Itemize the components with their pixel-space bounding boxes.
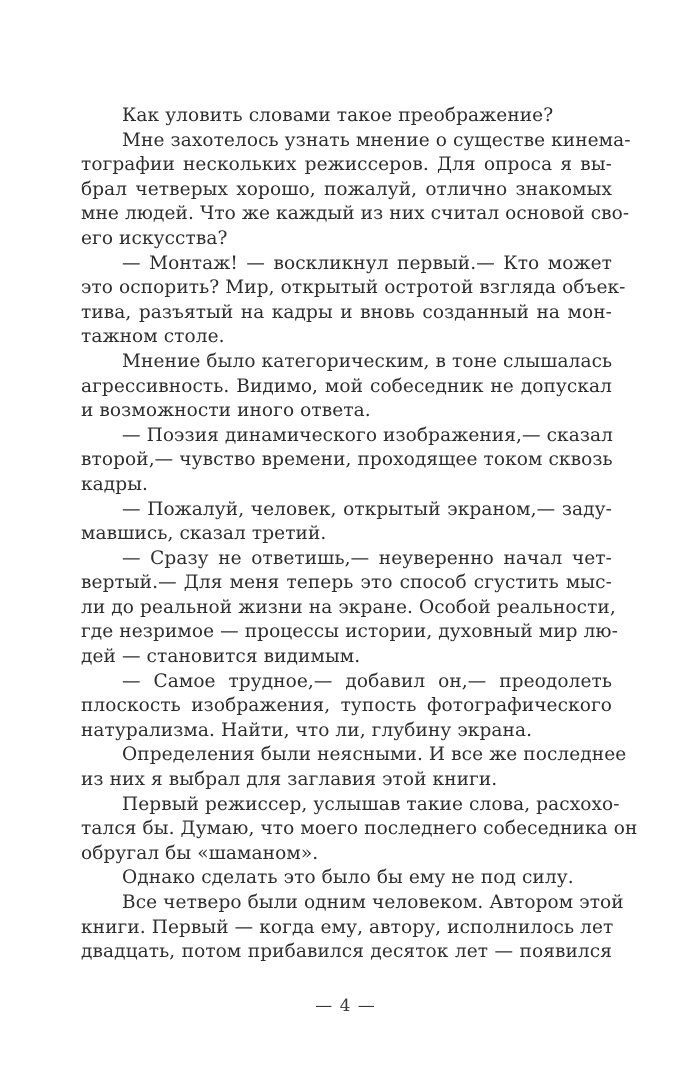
- page-number: — 4 —: [315, 996, 376, 1016]
- text-line: — Пожалуй, человек, открытый экраном,— заду-: [122, 498, 612, 520]
- text-line: мавшись, сказал третий.: [81, 523, 327, 545]
- text-line: натурализма. Найти, что ли, глубину экрана.: [81, 719, 533, 741]
- text-line: агрессивность. Видимо, мой собеседник не допускал: [81, 375, 612, 397]
- paragraph: [81, 891, 624, 965]
- text-line: Первый режиссер, услышав такие слова, расхохо-: [122, 793, 620, 815]
- text-line: вертый.— Для меня теперь это способ сгустить мыс-: [81, 572, 612, 594]
- text-line: и возможности иного ответа.: [81, 400, 371, 422]
- text-line: Мнение было категорическим, в тоне слышалась: [122, 350, 613, 372]
- page-text: [81, 104, 638, 965]
- text-line: это оспорить? Мир, открытый остротой взгляда объек-: [81, 277, 626, 299]
- paragraph: [81, 424, 612, 498]
- text-line: — Поэзия динамического изображения,— сказал: [122, 424, 613, 446]
- text-line: Мне захотелось узнать мнение о существе кинема-: [122, 129, 631, 151]
- text-line: книги. Первый — когда ему, автору, исполнилось лет: [81, 916, 614, 938]
- text-line: тался бы. Думаю, что моего последнего собеседника он: [81, 818, 638, 840]
- text-line: двадцать, потом прибавился десяток лет — появился: [81, 941, 612, 963]
- paragraph: [81, 350, 612, 424]
- paragraph: [81, 866, 612, 891]
- paragraph: [81, 547, 618, 670]
- text-line: тографии нескольких режиссеров. Для опроса я вы-: [81, 154, 612, 176]
- text-line: ли до реальной жизни на экране. Особой реальности,: [81, 596, 616, 618]
- paragraph: [81, 498, 612, 547]
- text-line: плоскость изображения, тупость фотографического: [81, 695, 612, 717]
- paragraph: [81, 129, 631, 252]
- text-line: из них я выбрал для заглавия этой книги.: [81, 769, 498, 791]
- text-line: тажном столе.: [81, 326, 225, 348]
- text-line: Как уловить словами такое преображение?: [122, 105, 554, 126]
- text-line: — Сразу не ответишь,— неуверенно начал чет-: [122, 547, 612, 569]
- paragraph: [81, 743, 627, 792]
- paragraph: [81, 104, 612, 129]
- text-line: мне людей. Что же каждый из них считал основой сво-: [81, 203, 630, 225]
- text-line: где незримое — процессы истории, духовный мир лю-: [81, 621, 618, 643]
- paragraph: [81, 252, 626, 350]
- text-line: Однако сделать это было бы ему не под силу.: [122, 867, 574, 889]
- paragraph: [81, 793, 638, 867]
- text-line: второй,— чувство времени, проходящее током сквозь: [81, 449, 613, 471]
- text-line: Все четверо были одним человеком. Автором этой: [122, 892, 624, 913]
- text-line: — Самое трудное,— добавил он,— преодолеть: [122, 670, 612, 692]
- paragraph: [81, 670, 612, 744]
- text-line: — Монтаж! — воскликнул первый.— Кто может: [122, 252, 612, 274]
- text-line: его искусства?: [81, 227, 228, 249]
- text-line: обругал бы «шаманом».: [81, 842, 319, 864]
- text-line: дей — становится видимым.: [81, 646, 361, 668]
- text-line: брал четверых хорошо, пожалуй, отлично знакомых: [81, 178, 612, 200]
- text-line: Определения были неясными. И все же последнее: [122, 744, 627, 766]
- text-line: кадры.: [81, 473, 149, 495]
- text-line: тива, разъятый на кадры и вновь созданный на мон-: [81, 301, 612, 323]
